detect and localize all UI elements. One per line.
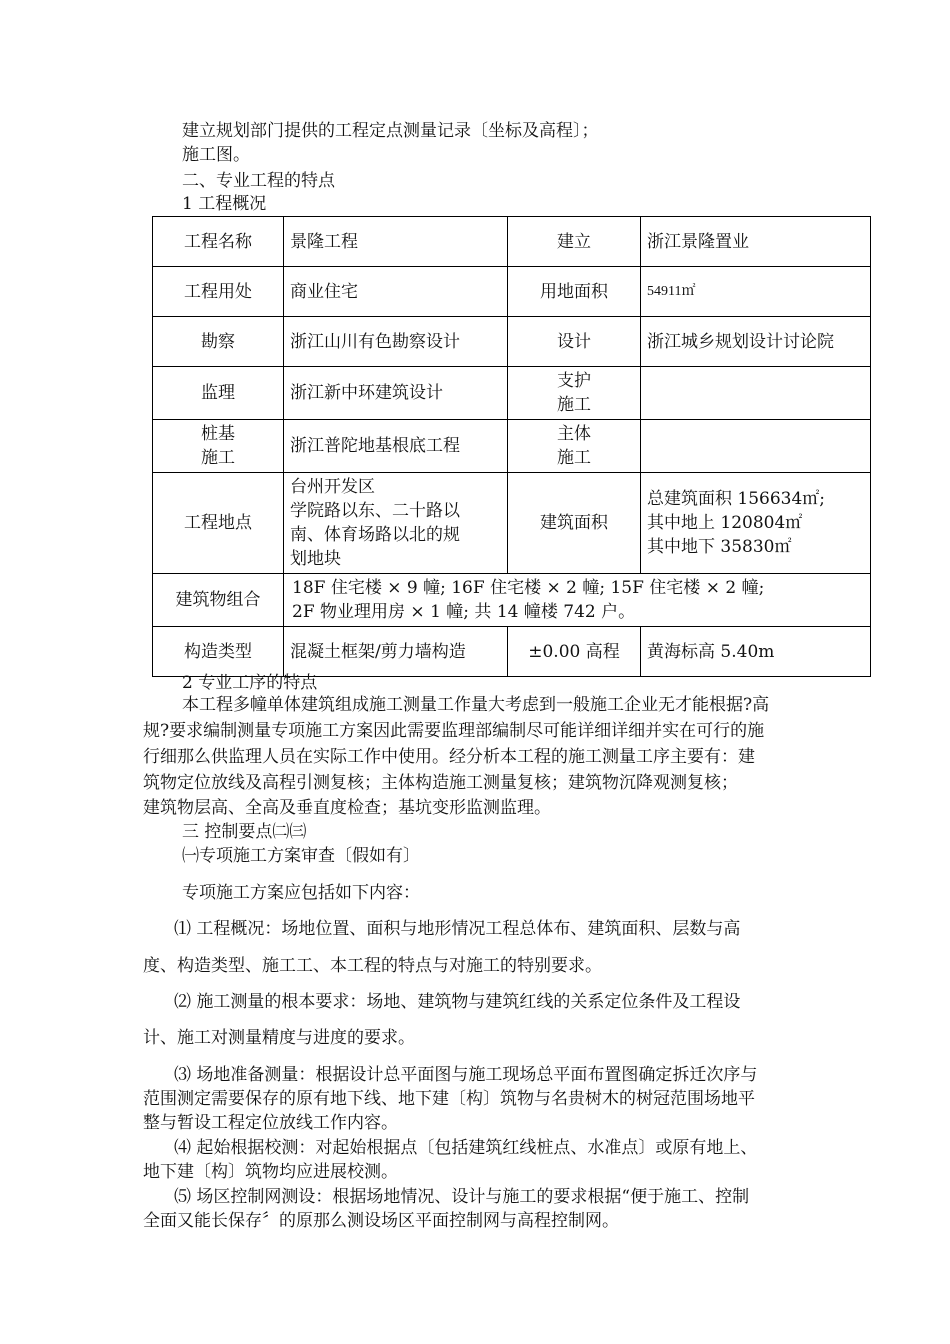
list-item-line: 整与暂设工程定位放线工作内容。 — [143, 1113, 398, 1133]
table-cell-value — [284, 473, 508, 574]
subsection-heading: ㈠专项施工方案审查〔假如有〕 — [182, 846, 420, 866]
table-cell-label: 工程名称 — [153, 217, 284, 267]
list-item-line: 全面又能长保存〞的原那么测设场区平面控制网与高程控制网。 — [143, 1211, 619, 1231]
table-cell-value — [641, 367, 871, 420]
table-cell-value — [641, 473, 871, 574]
value-line: 18F 住宅楼 × 9 幢; 16F 住宅楼 × 2 幢; 15F 住宅楼 × 2 幢; — [292, 578, 765, 598]
table-row — [153, 420, 871, 473]
label-line: 施工 — [557, 395, 591, 415]
table-cell-value — [641, 420, 871, 473]
table-cell-label: 工程用处 — [153, 267, 284, 317]
label-line: 施工 — [557, 448, 591, 468]
table-cell-label: 建立 — [508, 217, 641, 267]
table-cell-value: 景隆工程 — [284, 217, 508, 267]
table-cell-value: 商业住宅 — [284, 267, 508, 317]
subsection-heading: 2 专业工序的特点 — [182, 673, 318, 693]
label-line: 支护 — [557, 371, 591, 391]
table-cell-label — [508, 420, 641, 473]
list-item-line: ⑸ 场区控制网测设：根据场地情况、设计与施工的要求根据“便于施工、控制 — [174, 1187, 750, 1207]
label-line: 桩基 — [201, 424, 235, 444]
table-cell-label: 建筑物组合 — [153, 574, 284, 627]
table-cell-label: 勘察 — [153, 317, 284, 367]
project-overview-table — [152, 216, 871, 677]
table-cell-label: 设计 — [508, 317, 641, 367]
value-line: 划地块 — [290, 549, 341, 569]
table-cell-value: 黄海标高 5.40m — [641, 627, 871, 677]
paragraph-line: 筑物定位放线及高程引测复核；主体构造施工测量复核；建筑物沉降观测复核； — [143, 773, 738, 793]
list-item-line: 范围测定需要保存的原有地下线、地下建〔构〕筑物与名贵树木的树冠范围场地平 — [143, 1089, 755, 1109]
paragraph-line: 规?要求编制测量专项施工方案因此需要监理部编制尽可能详细详细并实在可行的施 — [143, 721, 765, 741]
table-row — [153, 217, 871, 267]
table-cell-value: 浙江新中环建筑设计 — [284, 367, 508, 420]
table-row — [153, 473, 871, 574]
table-cell-label: 工程地点 — [153, 473, 284, 574]
table-cell-value: 浙江山川有色勘察设计 — [284, 317, 508, 367]
label-line: 施工 — [201, 448, 235, 468]
table-cell-label: ±0.00 高程 — [508, 627, 641, 677]
value-line: 其中地下 35830㎡ — [647, 537, 792, 557]
table-row — [153, 574, 871, 627]
value-line: 其中地上 120804㎡ — [647, 513, 803, 533]
table-cell-label: 用地面积 — [508, 267, 641, 317]
table-cell-value: 浙江景隆置业 — [641, 217, 871, 267]
table-cell-label: 监理 — [153, 367, 284, 420]
table-row — [153, 267, 871, 317]
label-line: 主体 — [557, 424, 591, 444]
value-line: 2F 物业理用房 × 1 幢; 共 14 幢楼 742 户。 — [292, 602, 636, 622]
table-cell-value: 浙江城乡规划设计讨论院 — [641, 317, 871, 367]
table-cell-label: 构造类型 — [153, 627, 284, 677]
paragraph-line: 行细那么供监理人员在实际工作中使用。经分析本工程的施工测量工序主要有：建 — [143, 747, 755, 767]
list-item-line: 计、施工对测量精度与进度的要求。 — [143, 1028, 415, 1048]
value-line: 总建筑面积 156634㎡; — [647, 489, 826, 509]
text-line: 施工图。 — [182, 145, 250, 165]
paragraph-line: 本工程多幢单体建筑组成施工测量工作量大考虑到一般施工企业无才能根据?高 — [182, 695, 770, 715]
subsection-heading: 1 工程概况 — [182, 194, 267, 214]
section-heading: 三 控制要点㈡㈢ — [182, 822, 307, 842]
table-row — [153, 367, 871, 420]
table-cell-value: 混凝土框架/剪力墙构造 — [284, 627, 508, 677]
value-line: 南、体育场路以北的规 — [290, 525, 460, 545]
table-cell-label — [153, 420, 284, 473]
paragraph-line: 专项施工方案应包括如下内容： — [182, 883, 420, 903]
table-cell-label: 建筑面积 — [508, 473, 641, 574]
list-item-line: ⑴ 工程概况：场地位置、面积与地形情况工程总体布、建筑面积、层数与高 — [174, 919, 741, 939]
list-item-line: ⑷ 起始根据校测：对起始根据点〔包括建筑红线桩点、水准点〕或原有地上、 — [174, 1138, 758, 1158]
table-cell-value: 浙江普陀地基根底工程 — [284, 420, 508, 473]
paragraph-line: 建筑物层高、全高及垂直度检查；基坑变形监测监理。 — [143, 798, 551, 818]
value-line: 学院路以东、二十路以 — [290, 501, 460, 521]
table-cell-label — [508, 367, 641, 420]
list-item-line: ⑶ 场地准备测量：根据设计总平面图与施工现场总平面布置图确定拆迁次序与 — [174, 1065, 758, 1085]
table-row — [153, 627, 871, 677]
table-row — [153, 317, 871, 367]
list-item-line: 度、构造类型、施工工、本工程的特点与对施工的特别要求。 — [143, 956, 602, 976]
value-line: 台州开发区 — [290, 477, 375, 497]
table-cell-value: 54911㎡ — [641, 267, 871, 317]
section-heading: 二、专业工程的特点 — [182, 171, 335, 191]
table-cell-value — [284, 574, 871, 627]
list-item-line: 地下建〔构〕筑物均应进展校测。 — [143, 1162, 398, 1182]
list-item-line: ⑵ 施工测量的根本要求：场地、建筑物与建筑红线的关系定位条件及工程设 — [174, 992, 741, 1012]
text-line: 建立规划部门提供的工程定点测量记录〔坐标及高程〕； — [182, 121, 599, 141]
